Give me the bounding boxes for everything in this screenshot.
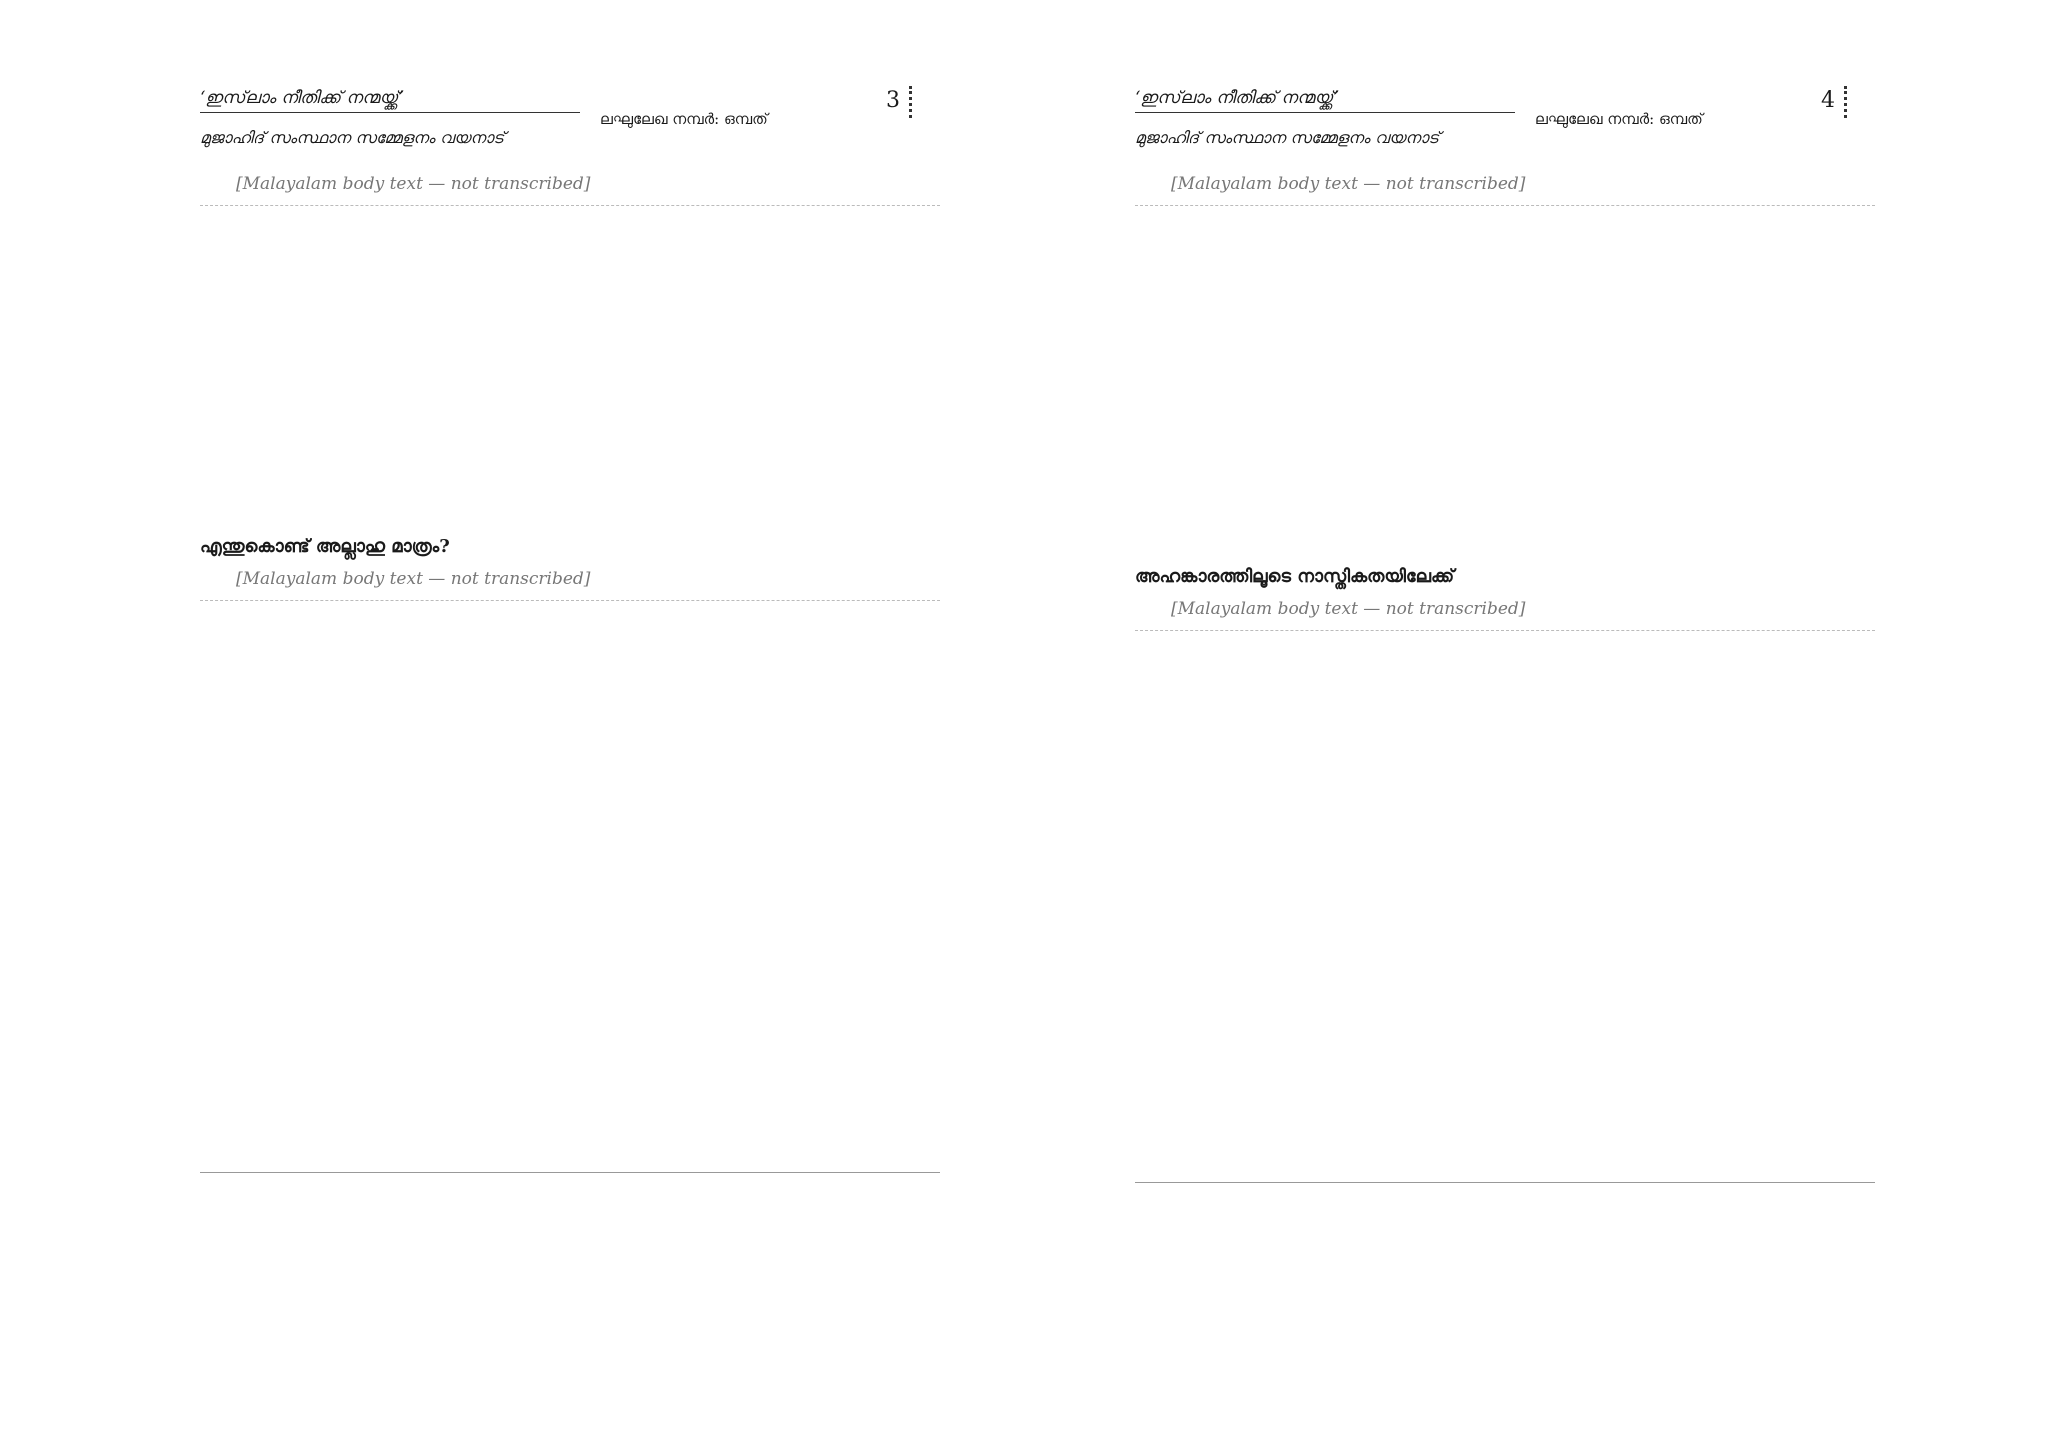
right-page xyxy=(1135,80,1875,1151)
paragraph: [Malayalam body text — not transcribed] xyxy=(1171,599,1526,619)
page-number: 3 xyxy=(886,88,900,113)
dotted-divider xyxy=(909,86,912,118)
book-title: ‘ഇസ്‌ലാം നീതിക്ക് നന്മയ്ക്ക്’ xyxy=(1135,88,1515,113)
paragraph: [Malayalam body text — not transcribed] xyxy=(236,174,591,194)
page-body xyxy=(1135,170,1875,1151)
left-page xyxy=(200,80,940,1141)
page-header xyxy=(200,80,940,160)
footer-rule xyxy=(200,1172,940,1173)
section-heading: എന്തുകൊണ്ട് അല്ലാഹു മാത്രം? xyxy=(200,536,450,557)
page-header xyxy=(1135,80,1875,160)
paragraph: [Malayalam body text — not transcribed] xyxy=(236,569,591,589)
dotted-divider xyxy=(1844,86,1847,118)
conference-subtitle: മുജാഹിദ് സംസ്ഥാന സമ്മേളനം വയനാട് xyxy=(200,128,505,147)
book-title: ‘ഇസ്‌ലാം നീതിക്ക് നന്മയ്ക്ക്’ xyxy=(200,88,580,113)
conference-subtitle: മുജാഹിദ് സംസ്ഥാന സമ്മേളനം വയനാട് xyxy=(1135,128,1440,147)
footer-rule xyxy=(1135,1182,1875,1183)
page-body xyxy=(200,170,940,1141)
section-heading: അഹങ്കാരത്തിലൂടെ നാസ്തികതയിലേക്ക് xyxy=(1135,566,1455,587)
paragraph: [Malayalam body text — not transcribed] xyxy=(1171,174,1526,194)
page-number: 4 xyxy=(1821,88,1835,113)
issue-label: ലഘുലേഖ നമ്പർ: ഒമ്പത് xyxy=(600,110,768,128)
issue-label: ലഘുലേഖ നമ്പർ: ഒമ്പത് xyxy=(1535,110,1703,128)
